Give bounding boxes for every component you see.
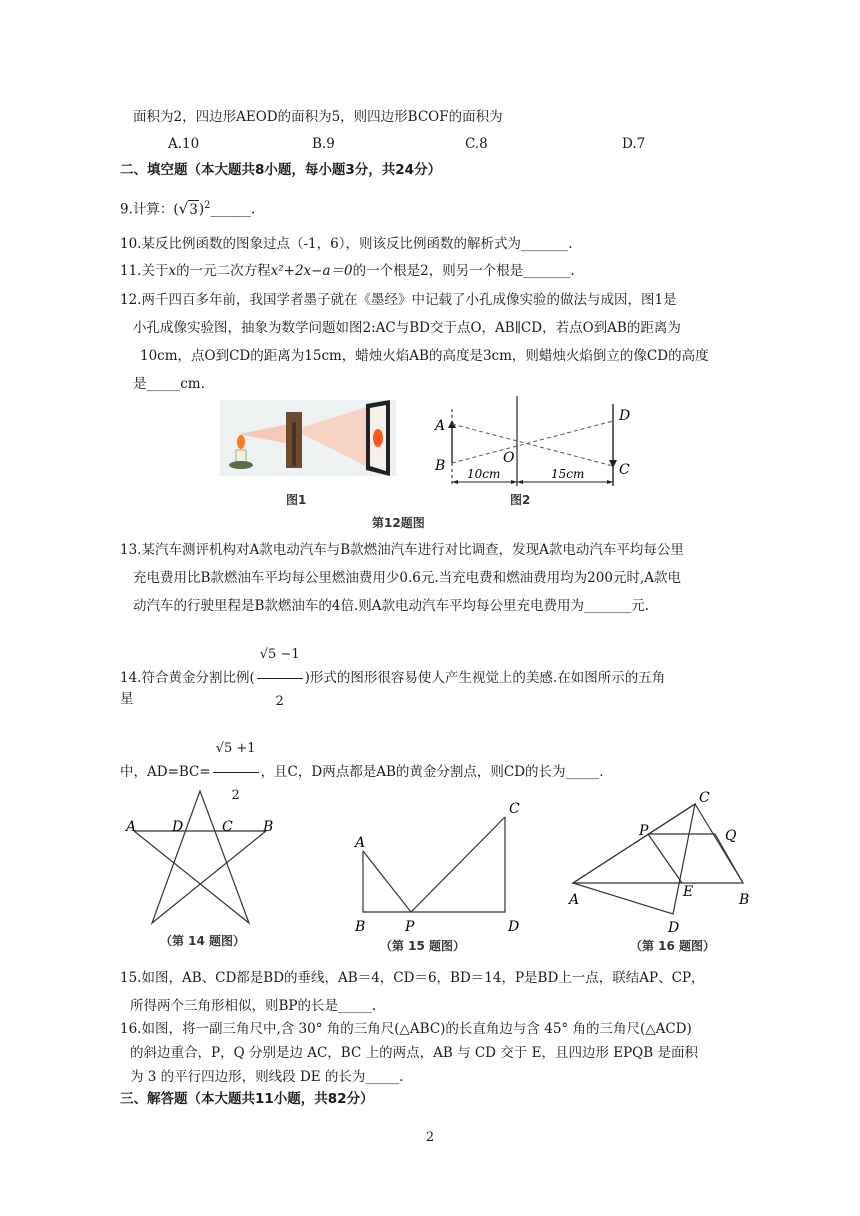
figure-16-caption: （第 16 题图）	[630, 939, 716, 953]
question-9: 9.计算：$(√3)^2\_\_\_\_\_\_$.	[120, 199, 256, 218]
label-d: D	[619, 408, 631, 424]
segment-pe	[648, 834, 682, 883]
q14-line-2: 星	[120, 691, 134, 707]
base-and-verticals	[363, 817, 505, 912]
q8-option-c: C.8	[465, 136, 488, 152]
candle-holder	[229, 461, 253, 469]
q13-line-3: 动汽车的行驶里程是B款燃油车的4倍.则A款电动汽车平均每公里充电费用为_______元.	[133, 598, 650, 614]
question-11	[120, 262, 575, 280]
q12-line-4: 是_____cm.	[133, 376, 205, 392]
q9-exponent: 2	[204, 200, 211, 211]
line-ac	[452, 424, 613, 466]
q11-equation: x²+2x−a＝0	[270, 263, 353, 279]
f15-label-d: D	[508, 919, 520, 935]
ad-length-fraction: $\frac{√5 +1}{2}$	[213, 728, 259, 817]
f15-label-b: B	[355, 919, 366, 935]
q8-option-b: B.9	[312, 136, 335, 152]
f15-label-a: A	[355, 835, 366, 851]
q12-figure-caption: 第12题图	[372, 516, 425, 530]
q16-line-3: 为 3 的平行四边形，则线段 DE 的长为_____.	[130, 1069, 404, 1085]
q16-line-1: 16.如图，将一副三角尺中,含 30° 角的三角尺(△ABC)的长直角边与含 45° 角的三角尺(△ACD)	[120, 1021, 692, 1037]
q12-line-2: 小孔成像实验图，抽象为数学问题如图2:AC与BD交于点O，AB∥CD，若点O到AB的距离为	[133, 320, 681, 336]
q13-line-1: 13.某汽车测评机构对A款电动汽车与B款燃油汽车进行对比调查，发现A款电动汽车平均每公里	[120, 542, 684, 558]
f15-label-p: P	[405, 919, 415, 935]
q15-line-1: 15.如图，AB、CD都是BD的垂线，AB＝4，CD＝6，BD＝14，P是BD上一点，联结AP、CP，	[120, 970, 705, 986]
q12-line-3: 10cm，点O到CD的距离为15cm，蜡烛火焰AB的高度是3cm，则蜡烛火焰倒立的像CD的高度	[140, 348, 709, 364]
q14-line3-suffix: ，且C，D两点都是AB的黄金分割点，则CD的长为_____.	[260, 764, 604, 780]
f16-label-b: B	[739, 892, 750, 908]
q9-prefix: 9.计算：	[120, 201, 174, 218]
q14-line-1: 14.符合黄金分割比例( $\frac{√5 -1}{2}$ )形式的图形很容易使人产生视觉上的美感.在如图所示的五角	[120, 634, 665, 723]
figure-1-label: 图1	[286, 493, 307, 507]
q12-line-1: 12.两千四百多年前，我国学者墨子就在《墨经》中记载了小孔成像实验的做法与成因，图1是	[120, 292, 677, 308]
inverted-image	[373, 429, 383, 447]
star-shape	[134, 791, 266, 923]
q15-line-2: 所得两个三角形相似，则BP的长是_____.	[130, 998, 377, 1014]
q14-line3-prefix: 中，AD=BC=	[120, 764, 211, 780]
f16-label-q: Q	[725, 828, 737, 844]
q8-continuation: 面积为2，四边形AEOD的面积为5，则四边形BCOF的面积为	[133, 109, 503, 125]
figure-2-label: 图2	[510, 493, 531, 507]
triangle-rulers-figure	[565, 790, 760, 940]
label-b: B	[435, 458, 446, 474]
perpendiculars-figure	[345, 795, 530, 940]
star-label-a: A	[126, 819, 137, 835]
section-2-heading: 二、填空题（本大题共8小题，每小题3分，共24分）	[120, 162, 442, 178]
triangle-abc	[573, 804, 743, 883]
q9-blank: ______.	[210, 201, 256, 218]
triangle-acd	[573, 804, 695, 914]
f16-label-a: A	[569, 892, 580, 908]
star-label-b: B	[263, 819, 274, 835]
q14-prefix: 14.符合黄金分割比例	[120, 670, 250, 686]
f16-label-p: P	[639, 823, 649, 839]
page-number: 2	[425, 1130, 435, 1145]
q9-radicand: 3	[189, 201, 198, 218]
label-10cm: 10cm	[467, 467, 501, 481]
question-10: 10.某反比例函数的图象过点（-1，6），则该反比例函数的解析式为_______.	[120, 236, 573, 252]
golden-ratio-fraction: $\frac{√5 -1}{2}$	[257, 634, 303, 723]
label-c: C	[619, 462, 630, 478]
q11-middle: 的一元二次方程	[176, 263, 271, 279]
label-a: A	[435, 418, 446, 434]
pinhole-geometry-figure	[425, 396, 645, 496]
f16-label-c: C	[699, 790, 710, 806]
candle-flame	[237, 435, 245, 449]
q8-option-d: D.7	[622, 136, 646, 152]
segment-pc	[411, 817, 505, 912]
q11-suffix: 的一个根是2，则另一个根是_______.	[352, 263, 575, 279]
label-o: O	[503, 450, 515, 466]
q13-line-2: 充电费用比B款燃油车平均每公里燃油费用少0.6元.当充电费和燃油费用均为200元时,A款电	[133, 570, 681, 586]
pinhole-experiment-figure	[220, 400, 396, 476]
label-15cm: 15cm	[551, 467, 585, 481]
f16-label-d: D	[668, 920, 680, 936]
five-point-star-figure	[120, 785, 295, 935]
q11-prefix: 11.关于	[120, 263, 169, 279]
figure-14-caption: （第 14 题图）	[160, 934, 246, 948]
q14-suffix: 形式的图形很容易使人产生视觉上的美感.在如图所示的五角	[309, 670, 666, 686]
dc-arrowhead	[609, 460, 617, 468]
star-label-c: C	[222, 819, 233, 835]
line-bd	[452, 421, 613, 463]
q8-option-a: A.10	[168, 136, 200, 152]
f15-label-c: C	[509, 801, 520, 817]
figure-15-caption: （第 15 题图）	[380, 939, 466, 953]
f16-label-e: E	[683, 884, 694, 900]
q16-line-2: 的斜边重合，P，Q 分别是边 AC，BC 上的两点，AB 与 CD 交于 E，且四边形 EPQB 是面积	[130, 1045, 698, 1061]
section-3-heading: 三、解答题（本大题共11小题，共82分）	[120, 1091, 374, 1107]
q11-variable: x	[168, 263, 177, 279]
segment-ap	[363, 851, 411, 912]
star-label-d: D	[172, 819, 184, 835]
